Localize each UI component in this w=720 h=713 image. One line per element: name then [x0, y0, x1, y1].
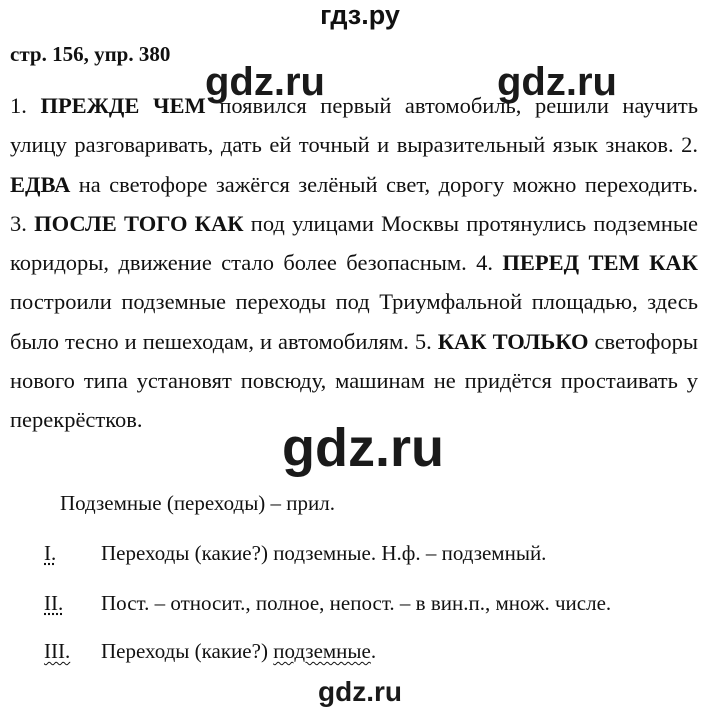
watermark: gdz.ru [282, 418, 444, 478]
exercise-text [10, 86, 698, 440]
sentence-number: 2. [681, 132, 699, 158]
sentence-number: 3. [10, 210, 27, 236]
analysis-title: Подземные (переходы) – прил. [60, 491, 336, 515]
conjunction: КАК ТОЛЬКО [437, 328, 589, 354]
analysis-text-end: . [370, 639, 377, 663]
conjunction: ПРЕЖДЕ ЧЕМ [40, 93, 206, 118]
conjunction: ПЕРЕД ТЕМ КАК [502, 250, 698, 276]
sentence-number: 5. [414, 328, 432, 354]
watermark: gdz.ru [205, 60, 325, 104]
sentence-text: под улицами Москвы протянулись подземные коридоры, движение стало более безопасным. [10, 210, 699, 276]
sentence-text: построили подземные переходы под Триумфальной площадью, здесь было тесно и пешеходам, и автомобилям. [10, 289, 698, 354]
watermark: gdz.ru [318, 676, 402, 707]
site-header: гдз.ру [320, 0, 400, 30]
sentence-text: светофоры нового типа установят повсюду, машинам не придётся простаивать у перекрёстков. [10, 328, 698, 433]
sentence-number: 4. [476, 250, 493, 276]
conjunction: ЕДВА [10, 171, 71, 197]
roman-numeral: I. [44, 541, 57, 565]
analysis-text: Пост. – относит., полное, непост. – в вин.п., множ. числе. [101, 591, 612, 615]
analysis-row [44, 540, 546, 566]
underlined-word: подземные [273, 639, 371, 663]
analysis-text: Переходы (какие?) [101, 639, 274, 663]
roman-numeral: II. [44, 591, 64, 615]
roman-numeral: III. [44, 639, 71, 663]
conjunction: ПОСЛЕ ТОГО КАК [34, 210, 244, 236]
sentence-text: появился первый автомобиль, решили научить улицу разговаривать, дать ей точный и выразительный язык знаков. [10, 93, 699, 158]
analysis-row [44, 638, 376, 664]
analysis-text: Переходы (какие?) подземные. Н.ф. – подземный. [101, 541, 547, 565]
analysis-row [44, 590, 611, 616]
sentence-text: на светофоре зажёгся зелёный свет, дорогу можно переходить. [78, 171, 698, 197]
watermark: gdz.ru [497, 60, 617, 104]
exercise-reference: стр. 156, упр. 380 [10, 42, 171, 66]
sentence-number: 1. [10, 93, 27, 118]
